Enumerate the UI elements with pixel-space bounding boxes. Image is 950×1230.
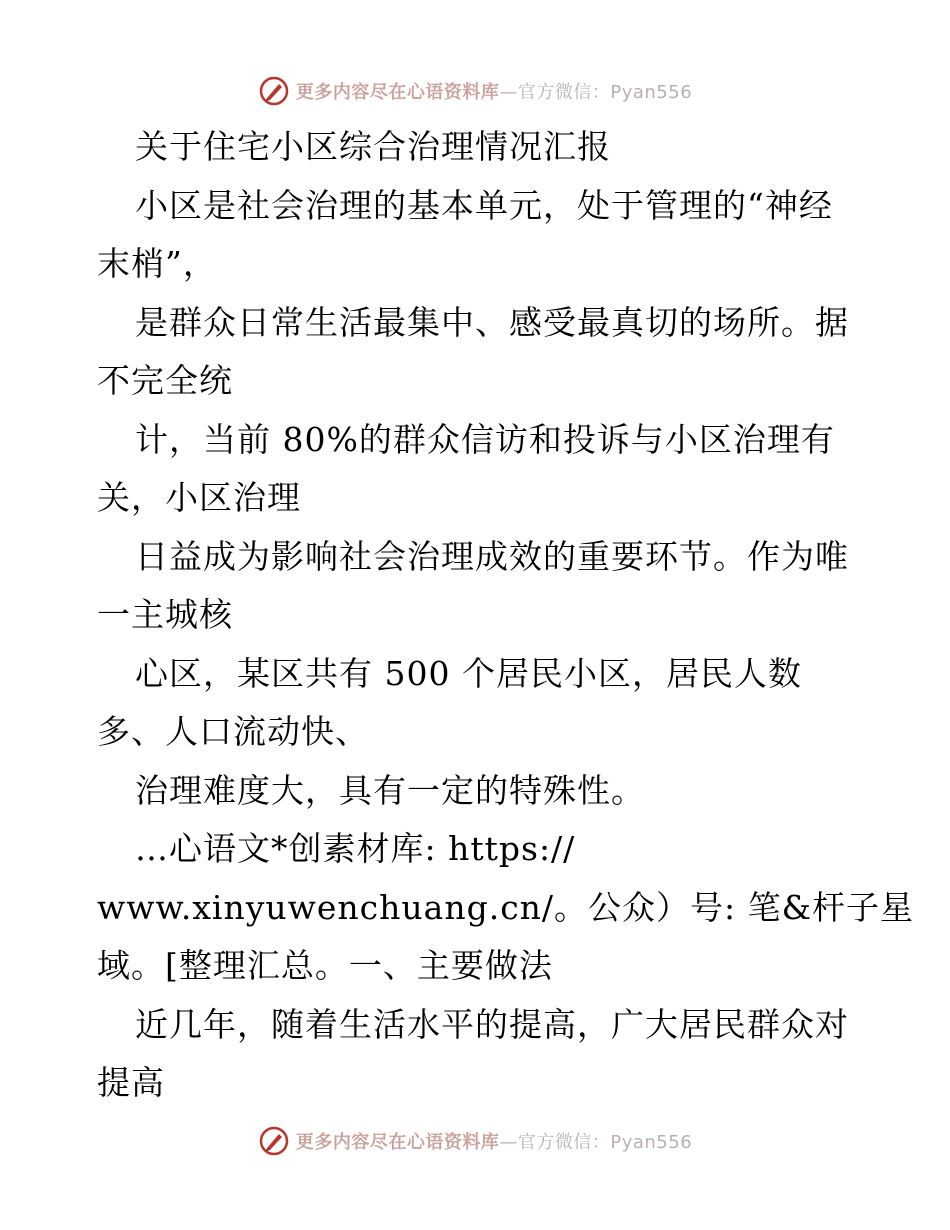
text-line: 治理难度大，具有一定的特殊性。 [135,770,645,810]
pen-logo-icon [258,1125,290,1157]
text-line: 近几年，随着生活水平的提高，广大居民群众对 [135,1004,849,1044]
text-line: 域。[整理汇总。一、主要做法 [97,946,553,985]
text-line: 计，当前 80%的群众信访和投诉与小区治理有 [135,419,835,459]
banner-main-text: 更多内容尽在心语资料库 [295,82,500,103]
text-line: www.xinyuwenchuang.cn/。公众）号: 笔&杆子星 [97,887,915,927]
document-body [97,118,915,1113]
text-line: 关，小区治理 [97,478,301,517]
text-line: 不完全统 [97,361,233,400]
text-line: 提高 [97,1063,165,1102]
banner-main-text: 更多内容尽在心语资料库 [295,1132,500,1153]
text-line: …心语文*创素材库: https:// [135,829,576,868]
text-line: 末梢”， [97,244,217,283]
text-line: 多、人口流动快、 [97,712,369,751]
header-banner [0,71,950,111]
banner-text [296,78,692,104]
text-line: 是群众日常生活最集中、感受最真切的场所。据 [135,302,849,342]
banner-sub-text: 官方微信：Pyan556 [517,1132,693,1153]
banner-text [296,1128,692,1154]
text-line: 一主城核 [97,595,233,634]
banner-sub-text: 官方微信：Pyan556 [517,82,693,103]
text-line: 日益成为影响社会治理成效的重要环节。作为唯 [135,536,849,576]
banner-separator: — [499,82,518,103]
banner-separator: — [499,1132,518,1153]
text-line: 小区是社会治理的基本单元，处于管理的“神经 [135,185,833,225]
document-title: 关于住宅小区综合治理情况汇报 [135,127,611,166]
footer-banner [0,1121,950,1161]
pen-logo-icon [258,75,290,107]
text-line: 心区，某区共有 500 个居民小区，居民人数 [135,653,802,693]
